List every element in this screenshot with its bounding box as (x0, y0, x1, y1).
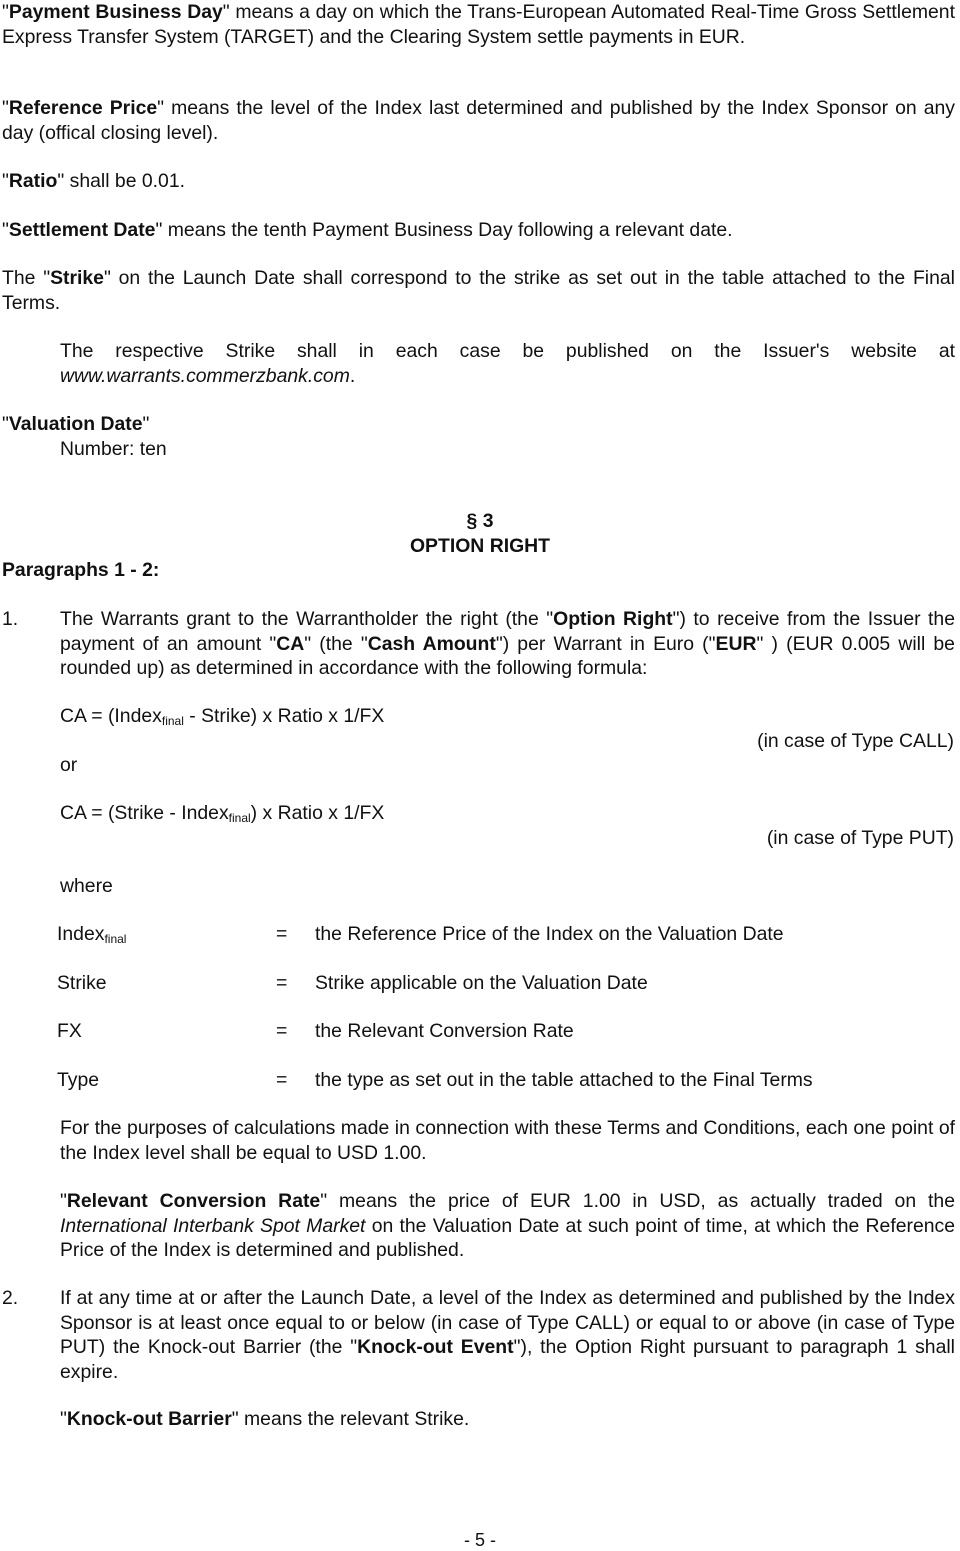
definition-reference-price: "Reference Price" means the level of the Index last determined and published by the Index Sponsor on any day (offical closing level). (2, 97, 955, 144)
formula-put-note: (in case of Type PUT) (766, 827, 954, 849)
paragraph-1-text: The Warrants grant to the Warrantholder the right (the "Option Right") to receive from the Issuer the payment of an amount "CA" (the "Cash Amount") per Warrant in Euro ("EUR" ) (EUR 0.005 will be rounded up) as determined in accordance with the following formula: (60, 608, 955, 679)
definition-label: Strike (57, 972, 107, 994)
formula-or: or (60, 754, 78, 776)
formula-call-note: (in case of Type CALL) (757, 730, 954, 752)
formula-call: CA = (Index$_{final}$ - Strike) x Ratio x 1/FX (60, 705, 385, 728)
definition-equals: = (276, 1020, 288, 1042)
definition-ratio: "Ratio" shall be 0.01. (2, 170, 186, 192)
paragraph-1-number: 1. (2, 608, 19, 630)
issuer-website: www.warrants.commerzbank.com (60, 364, 350, 387)
definition-knock-out-barrier: "Knock-out Barrier" means the relevant Strike. (60, 1408, 470, 1430)
paragraphs-label: Paragraphs 1 - 2: (2, 559, 160, 581)
formula-put: CA = (Strike - Index$_{final}$) x Ratio x 1/FX (60, 802, 385, 825)
definition-value: the Reference Price of the Index on the Valuation Date (315, 923, 784, 945)
section-title: OPTION RIGHT (409, 535, 551, 557)
definition-relevant-conversion-rate: "Relevant Conversion Rate" means the price of EUR 1.00 in USD, as actually traded on the International Interbank Spot Market on the Valuation Date at such point of time, at which the Reference Price of the Index is determined and published. (60, 1190, 955, 1261)
definition-payment-business-day: "Payment Business Day" means a day on which the Trans-European Automated Real-Time Gross Settlement Express Transfer System (TARGET) and the Clearing System settle payments in EUR. (2, 1, 955, 48)
definition-value: the Relevant Conversion Rate (315, 1020, 574, 1042)
definition-equals: = (276, 923, 288, 945)
definition-label: Index$_{final}$ (57, 923, 127, 946)
definition-valuation-date: "Valuation Date" (2, 413, 150, 435)
strike-publication-note: The respective Strike shall in each case be published on the Issuer's website at www.warrants.commerzbank.com. (60, 340, 955, 387)
definition-label: FX (57, 1020, 82, 1042)
page-number: - 5 - (463, 1530, 496, 1550)
definition-value: Strike applicable on the Valuation Date (315, 972, 648, 994)
paragraph-2-number: 2. (2, 1287, 19, 1309)
definition-equals: = (276, 1069, 288, 1091)
definition-settlement-date: "Settlement Date" means the tenth Payment Business Day following a relevant date. (2, 219, 733, 241)
paragraph-2-text: If at any time at or after the Launch Date, a level of the Index as determined and published by the Index Sponsor is at least once equal to or below (in case of Type CALL) or equal to or above (in case of Type PUT) the Knock-out Barrier (the "Knock-out Event"), the Option Right pursuant to paragraph 1 shall expire. (60, 1287, 955, 1383)
section-symbol: § (466, 510, 478, 532)
section-number: § 3 (466, 510, 494, 532)
definition-value: the type as set out in the table attached to the Final Terms (315, 1069, 813, 1091)
valuation-date-number: Number: ten (60, 438, 167, 460)
definition-strike: The "Strike" on the Launch Date shall correspond to the strike as set out in the table attached to the Final Terms. (2, 267, 955, 314)
calculation-note: For the purposes of calculations made in connection with these Terms and Conditions, each one point of the Index level shall be equal to USD 1.00. (60, 1117, 955, 1164)
definition-equals: = (276, 972, 288, 994)
definition-label: Type (57, 1069, 100, 1091)
where-label: where (60, 875, 113, 897)
